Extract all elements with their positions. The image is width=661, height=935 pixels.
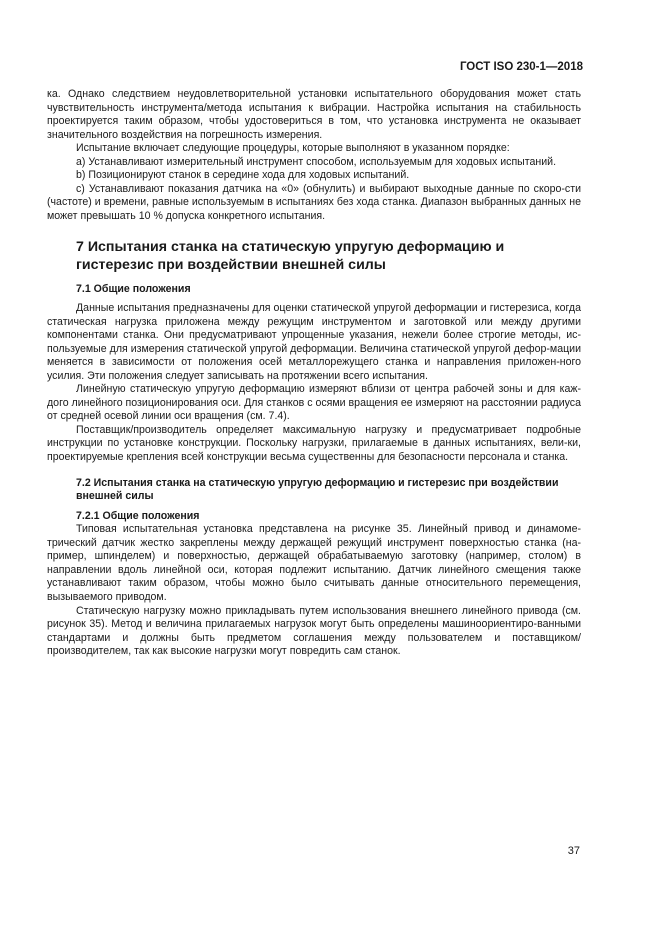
- section-7-heading: 7 Испытания станка на статическую упругую деформацию и гистерезис при воздействии внешней силы: [76, 239, 505, 273]
- document-header: ГОСТ ISO 230-1—2018: [459, 61, 583, 73]
- section-7-2-heading: 7.2 Испытания станка на статическую упругую деформацию и гистерезис при воздействии внешней силы: [76, 476, 559, 503]
- paragraph: Поставщик/производитель определяет максимальную нагрузку и предусматривает подробные инструкции по установке конструкции. Поскольку нагрузки, прилагаемые в данных испытаниях, вели-ки, проектируемые крепления всей конструкции весьма существенны для безопасности персонала и станка.: [47, 423, 581, 464]
- list-item-b: b) Позиционируют станок в середине хода для ходовых испытаний.: [76, 169, 410, 182]
- paragraph: Типовая испытательная установка представлена на рисунке 35. Линейный привод и динамоме-трический датчик жестко закреплены между держащей режущий инструмент поверхностью станка (на-пример, шпинделем) и поверхностью, держащей обрабатываемую заготовку (например, столом) в направлении вдоль линейной оси, которая подлежит испытанию. Датчик линейного смещения также устанавливают таким образом, чтобы можно было считывать данные относительного перемещения, вызываемого приводом.: [47, 523, 581, 603]
- section-7-1-heading: 7.1 Общие положения: [76, 283, 191, 296]
- section-7-2-1-heading: 7.2.1 Общие положения: [76, 509, 200, 522]
- paragraph: Статическую нагрузку можно прикладывать путем использования внешнего линейного привода (см. рисунок 35). Метод и величина прилагаемых нагрузок могут быть определены машиноориентиро-ванными стандартами и должны быть предметом соглашения между пользователем и поставщиком/ производителем, так как высокие нагрузки могут повредить сам станок.: [47, 604, 581, 658]
- page-number: 37: [567, 845, 580, 857]
- paragraph: Данные испытания предназначены для оценки статической упругой деформации и гистерезиса, когда статическая нагрузка приложена между режущим инструментом и заготовкой или между другими компонентами станка. Они предусматривают упрощенные указания, нежели более строгие методы, ис-пользуемые для измерения статической упругой деформации. Величина статической упругой дефор-мации меняется в зависимости от положения осей металлорежущего станка и направления приложен-ного усилия. Эти положения следует записывать на протяжении всего испытания.: [47, 302, 581, 382]
- list-item-c: c) Устанавливают показания датчика на «0» (обнулить) и выбирают выходные данные по скоро-сти (частоте) и времени, равные используемым в испытаниях без хода станка. Диапазон выбранных данных не может превышать 10 % допуска конкретного испытания.: [47, 182, 581, 222]
- paragraph: Испытание включает следующие процедуры, которые выполняют в указанном порядке:: [76, 142, 510, 155]
- paragraph: Линейную статическую упругую деформацию измеряют вблизи от центра рабочей зоны и для каж-дого линейного позиционирования оси. Для станков с осями вращения ее измеряют на расстоянии радиуса от средней осевой линии оси вращения (см. 7.4).: [47, 383, 581, 423]
- paragraph: ка. Однако следствием неудовлетворительной установки испытательного оборудования может стать чувствительность инструмента/метода испытания к вибрации. Настройка испытания на стабильность проектируется таким образом, чтобы удостовериться в том, что установка инструмента не оказывает значительного воздействия на погрешность измерения.: [47, 88, 581, 141]
- page-body: [47, 88, 581, 659]
- list-item-a: a) Устанавливают измерительный инструмент способом, используемым для ходовых испытаний.: [76, 155, 557, 168]
